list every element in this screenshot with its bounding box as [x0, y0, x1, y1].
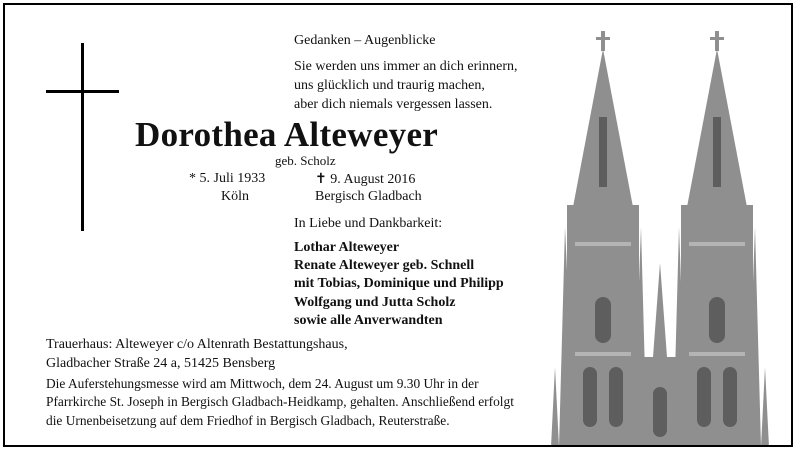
deceased-name: Dorothea Alteweyer [135, 115, 439, 154]
birth-date: * 5. Juli 1933 [189, 171, 266, 186]
cathedral-image [545, 27, 775, 447]
birth-place: Köln [221, 189, 249, 204]
mourning-house-line: Trauerhaus: Alteweyer c/o Altenrath Bestattungshaus, [46, 337, 348, 352]
cross-icon [81, 43, 84, 231]
poem-line: Sie werden uns immer an dich erinnern, [294, 59, 518, 74]
mourner: sowie alle Anverwandten [294, 312, 443, 328]
death-place: Bergisch Gladbach [315, 189, 422, 204]
mourner: Lothar Alteweyer [294, 240, 400, 255]
heading: Gedanken – Augenblicke [294, 33, 436, 48]
maiden-name: geb. Scholz [275, 153, 336, 168]
cross-icon-bar [46, 90, 119, 93]
mourner: Renate Alteweyer geb. Schnell [294, 258, 475, 274]
mourner: Wolfgang und Jutta Scholz [294, 294, 456, 310]
obituary-card [3, 3, 793, 447]
thanks-line: In Liebe und Dankbarkeit: [294, 216, 443, 231]
mourner: mit Tobias, Dominique und Philipp [294, 276, 504, 292]
poem-line: aber dich niemals vergessen lassen. [294, 97, 493, 112]
death-date: ✝ 9. August 2016 [315, 172, 416, 187]
mourning-house [46, 335, 348, 373]
service-info: Die Auferstehungsmesse wird am Mittwoch, dem 24. August um 9.30 Uhr in der Pfarrkirche St. Joseph in Bergisch Gladbach-Heidkamp, gehalten. Anschließend erfolgt die Urnenbeisetzung auf dem Friedhof in Bergisch Gladbach, Reuterstraße. [46, 376, 514, 428]
mourning-house-line: Gladbacher Straße 24 a, 51425 Bensberg [46, 356, 276, 371]
poem [294, 57, 518, 114]
mourners-list [294, 239, 504, 330]
poem-line: uns glücklich und traurig machen, [294, 78, 485, 93]
